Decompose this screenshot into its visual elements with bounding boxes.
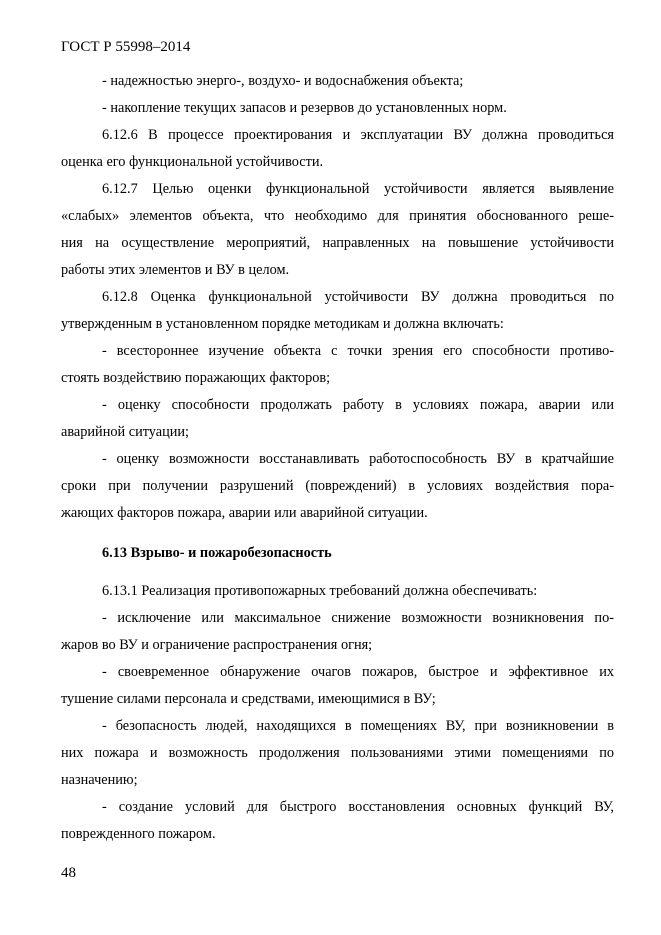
list-item: - оценку способности продолжать работу в условиях пожара, аварии или <box>102 397 614 413</box>
paragraph-line: «слабых» элементов объекта, что необходимо для принятия обоснованного реше- <box>61 208 614 224</box>
paragraph-line: ния на осуществление мероприятий, направленных на повышение устойчивости <box>61 235 614 251</box>
list-item: - всестороннее изучение объекта с точки зрения его способности противо- <box>102 343 614 359</box>
paragraph-line: 6.12.8 Оценка функциональной устойчивости ВУ должна проводиться по <box>102 289 614 305</box>
list-item: - создание условий для быстрого восстановления основных функций ВУ, <box>102 799 614 815</box>
list-item: - оценку возможности восстанавливать работоспособность ВУ в кратчайшие <box>102 451 614 467</box>
list-item-continuation: стоять воздействию поражающих факторов; <box>61 370 331 386</box>
list-item-continuation: тушение силами персонала и средствами, имеющимися в ВУ; <box>61 691 436 707</box>
list-item-continuation: сроки при получении разрушений (повреждений) в условиях воздействия пора- <box>61 478 614 494</box>
paragraph-line: 6.13.1 Реализация противопожарных требований должна обеспечивать: <box>102 583 538 599</box>
list-item-continuation: аварийной ситуации; <box>61 424 190 440</box>
paragraph-line: 6.12.6 В процессе проектирования и эксплуатации ВУ должна проводиться <box>102 127 614 143</box>
paragraph-line: 6.12.7 Целью оценки функциональной устойчивости является выявление <box>102 181 614 197</box>
list-item-continuation: них пожара и возможность продолжения пользованиями этими помещениями по <box>61 745 614 761</box>
list-fire-requirements <box>61 605 614 848</box>
document-code-header: ГОСТ Р 55998–2014 <box>61 39 191 55</box>
list-item-continuation: жаров во ВУ и ограничение распространения огня; <box>61 637 373 653</box>
list-item: - безопасность людей, находящихся в помещениях ВУ, при возникновении в <box>102 718 614 734</box>
list-item-continuation: поврежденного пожаром. <box>61 826 216 842</box>
paragraph-6-12-6 <box>61 122 614 176</box>
list-item: - накопление текущих запасов и резервов до установленных норм. <box>102 100 507 116</box>
paragraph-line: утвержденным в установленном порядке методикам и должна включать: <box>61 316 504 332</box>
section-heading-6-13: 6.13 Взрыво- и пожаробезопасность <box>102 545 332 561</box>
paragraph-6-13-1 <box>61 578 614 605</box>
list-block-supply <box>61 68 614 122</box>
list-assessment-items <box>61 338 614 527</box>
paragraph-line: работы этих элементов и ВУ в целом. <box>61 262 290 278</box>
paragraph-line: оценка его функциональной устойчивости. <box>61 154 324 170</box>
paragraph-6-12-7 <box>61 176 614 284</box>
paragraph-6-12-8 <box>61 284 614 338</box>
list-item-continuation: жающих факторов пожара, аварии или аварийной ситуации. <box>61 505 428 521</box>
list-item: - своевременное обнаружение очагов пожаров, быстрое и эффективное их <box>102 664 614 680</box>
list-item: - исключение или максимальное снижение возможности возникновения по- <box>102 610 614 626</box>
list-item-continuation: назначению; <box>61 772 138 788</box>
list-item: - надежностью энерго-, воздухо- и водоснабжения объекта; <box>102 73 464 89</box>
page-number: 48 <box>61 865 76 881</box>
